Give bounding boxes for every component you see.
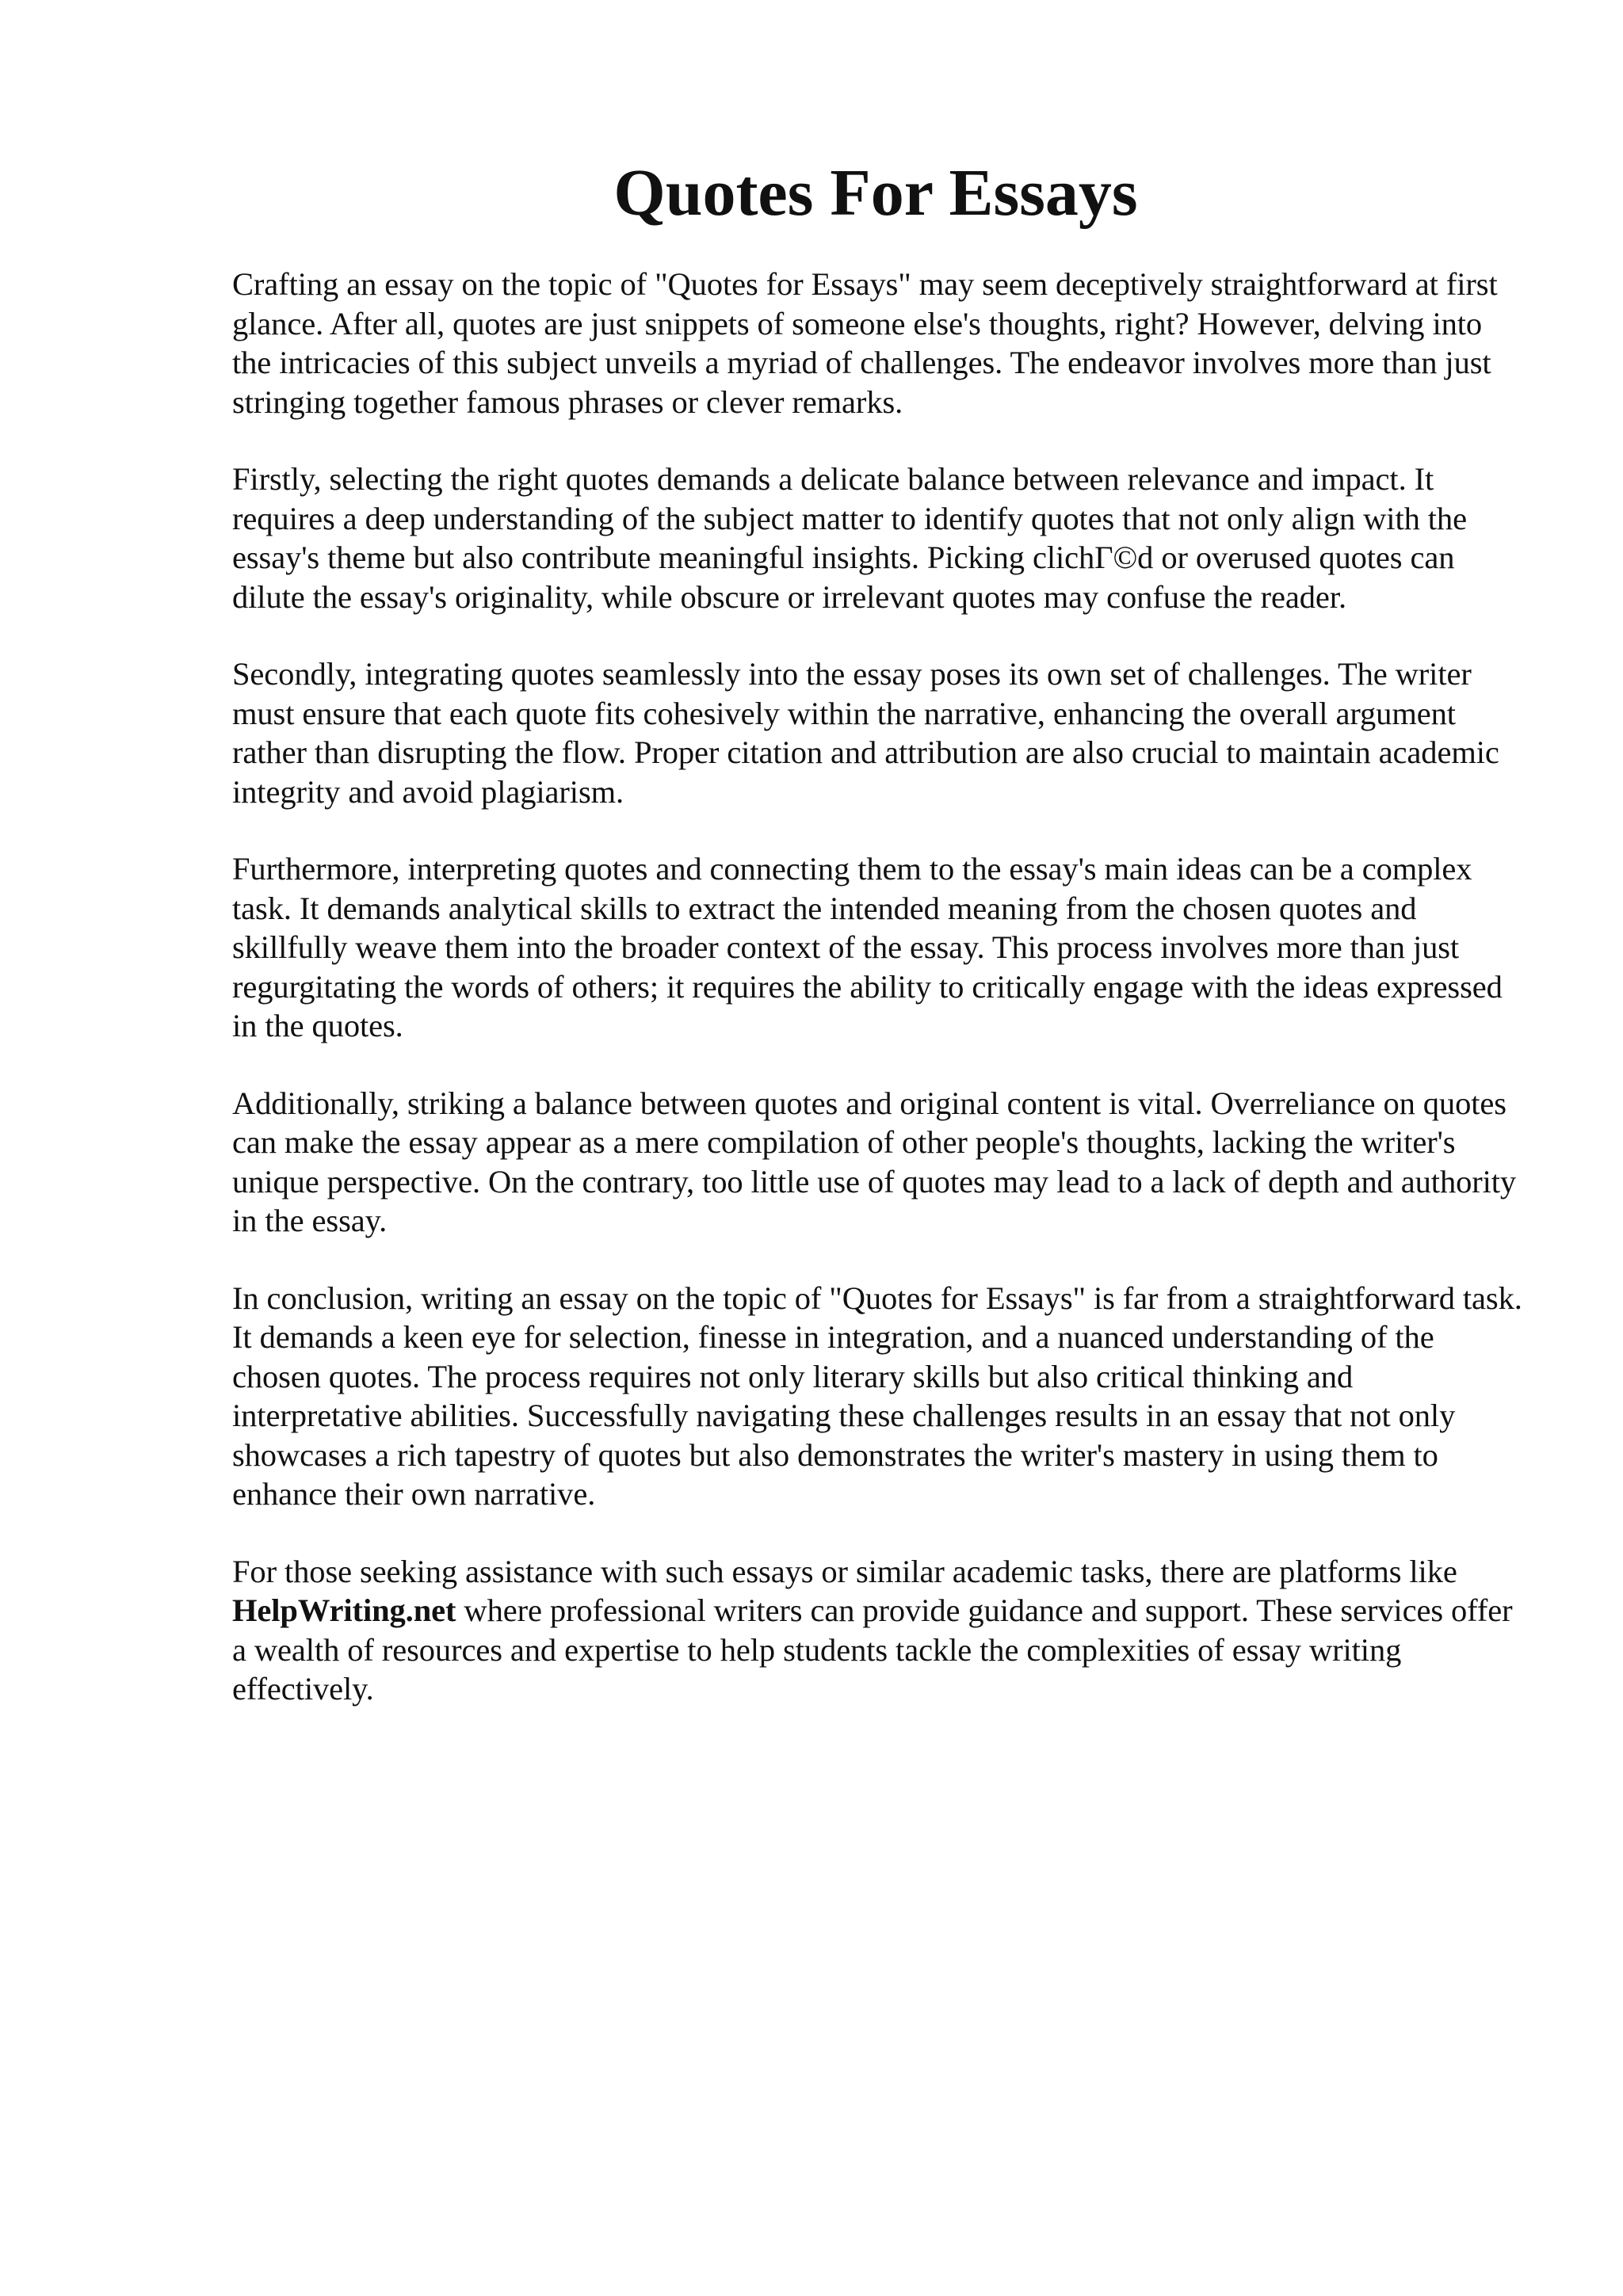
paragraph-balance: Additionally, striking a balance between quotes and original content is vital. Overreliance on quotes can make the essay appear as a mere compilation of other people's thoughts, lacking the writer's unique perspective. On the contrary, too little use of quotes may lead to a lack of depth and authority in the essay. xyxy=(232,1085,1517,1238)
brand-name: HelpWriting.net xyxy=(232,1592,456,1628)
document-body xyxy=(232,265,1524,1747)
paragraph-conclusion: In conclusion, writing an essay on the topic of "Quotes for Essays" is far from a straightforward task. It demands a keen eye for selection, finesse in integration, and a nuanced understanding of the chosen quotes. The process requires not only literary skills but also critical thinking and interpretative abilities. Successfully navigating these challenges results in an essay that not only showcases a rich tapestry of quotes but also demonstrates the writer's mastery in using them to enhance their own narrative. xyxy=(232,1280,1522,1512)
paragraph-interpreting-quotes: Furthermore, interpreting quotes and connecting them to the essay's main ideas can be a complex task. It demands analytical skills to extract the intended meaning from the chosen quotes and skillfully weave them into the broader context of the essay. This process involves more than just regurgitating the words of others; it requires the ability to critically engage with the ideas expressed in the quotes. xyxy=(232,851,1503,1043)
paragraph-closing xyxy=(232,1552,1524,1709)
paragraph-integrating-quotes: Secondly, integrating quotes seamlessly into the essay poses its own set of challenges. The writer must ensure that each quote fits cohesively within the narrative, enhancing the overall argument rather than disrupting the flow. Proper citation and attribution are also crucial to maintain academic integrity and avoid plagiarism. xyxy=(232,656,1499,810)
closing-text-before: For those seeking assistance with such essays or similar academic tasks, there are platforms like xyxy=(232,1553,1457,1589)
closing-text-after: where professional writers can provide guidance and support. These services offer a wealth of resources and expertise to help students tackle the complexities of essay writing effectively. xyxy=(232,1592,1513,1707)
document-title: Quotes For Essays xyxy=(613,156,1138,230)
paragraph-selecting-quotes: Firstly, selecting the right quotes demands a delicate balance between relevance and impact. It requires a deep understanding of the subject matter to identify quotes that not only align with the essay's theme but also contribute meaningful insights. Picking clichГ©d or overused quotes can dilute the essay's originality, while obscure or irrelevant quotes may confuse the reader. xyxy=(232,461,1467,615)
paragraph-intro: Crafting an essay on the topic of "Quotes for Essays" may seem deceptively straightforward at first glance. After all, quotes are just snippets of someone else's thoughts, right? However, delving into the intricacies of this subject unveils a myriad of challenges. The endeavor involves more than just stringing together famous phrases or clever remarks. xyxy=(232,266,1498,420)
